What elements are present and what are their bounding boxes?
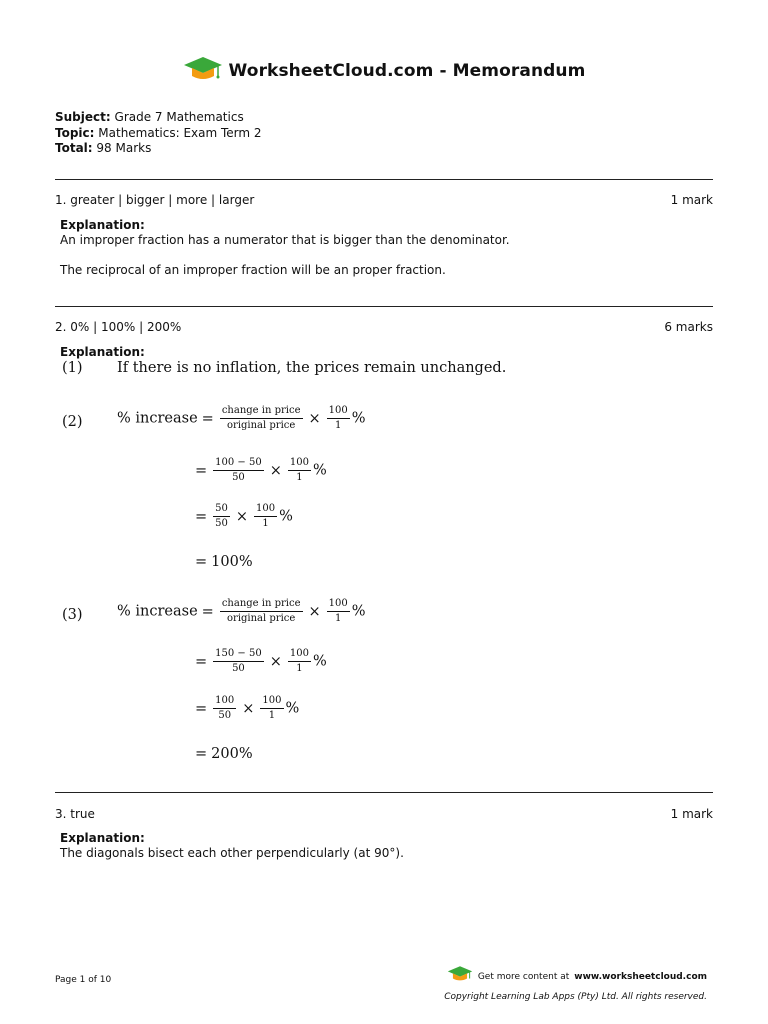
topic-label: Topic: — [55, 125, 95, 140]
subject-label: Subject: — [55, 110, 111, 124]
math-term: % — [351, 410, 366, 427]
answer-text: 1. greater | bigger | more | larger — [55, 193, 255, 207]
math-fraction: $\frac{100}{1}$ — [328, 598, 348, 624]
math-fraction: $\frac{100}{50}$ — [215, 695, 235, 721]
marks-text: 1 mark — [670, 807, 713, 821]
math-fraction: $\frac{100}{1}$ — [289, 457, 309, 483]
divider — [55, 179, 713, 180]
subject-value: Grade 7 Mathematics — [114, 110, 244, 124]
marks-text: 6 marks — [664, 320, 713, 334]
math-fraction: $\frac{100}{1}$ — [262, 695, 282, 721]
marks-text: 1 mark — [670, 193, 713, 207]
copyright-text: Copyright Learning Lab Apps (Pty) Ltd. All rights reserved. — [444, 992, 707, 1002]
math-part-2-label: (2) — [62, 414, 83, 430]
subject-line — [55, 110, 262, 126]
divider — [55, 306, 713, 307]
topic-value: Mathematics: Exam Term 2 — [98, 125, 262, 140]
answer-text: 3. true — [55, 807, 95, 821]
math-step: = $\frac{50}{50}$ × $\frac{100}{1}$ % — [195, 503, 293, 529]
page-header — [0, 55, 768, 87]
footer-site-link[interactable]: www.worksheetcloud.com — [574, 972, 707, 982]
math-result: = 200% — [195, 746, 253, 762]
math-result: = 100% — [195, 554, 253, 570]
total-value: 98 Marks — [96, 141, 152, 155]
graduation-cap-icon — [447, 965, 473, 989]
math-fraction: $\frac{100}{1}$ — [289, 648, 309, 674]
explanation-heading: Explanation: — [60, 831, 145, 845]
footer-get-more: Get more content at — [477, 972, 570, 982]
topic-line — [55, 126, 262, 142]
worksheet-meta — [55, 110, 262, 157]
page-title: WorksheetCloud.com - Memorandum — [228, 61, 586, 81]
answer-text: 2. 0% | 100% | 200% — [55, 320, 182, 334]
math-part-1-text: If there is no inflation, the prices remain unchanged. — [117, 360, 507, 376]
math-fraction: $\frac{150 - 50}{50}$ — [215, 648, 262, 674]
total-label: Total: — [55, 141, 93, 155]
question-2-answer-row — [55, 320, 713, 334]
explanation-text: An improper fraction has a numerator that is bigger than the denominator. — [60, 233, 510, 247]
math-fraction: $\frac{100}{1}$ — [328, 405, 348, 431]
math-step: = $\frac{100 - 50}{50}$ × $\frac{100}{1}$ % — [195, 457, 327, 483]
graduation-cap-icon — [183, 55, 223, 87]
explanation-heading: Explanation: — [60, 345, 145, 359]
divider — [55, 792, 713, 793]
math-fraction: $\frac{100 - 50}{50}$ — [215, 457, 262, 483]
page-number: Page 1 of 10 — [55, 975, 112, 985]
math-part-1-label: (1) — [62, 360, 83, 376]
explanation-heading: Explanation: — [60, 218, 145, 232]
explanation-text: The reciprocal of an improper fraction will be an proper fraction. — [60, 263, 446, 277]
question-3-answer-row — [55, 807, 713, 821]
math-step: = $\frac{100}{50}$ × $\frac{100}{1}$ % — [195, 695, 300, 721]
explanation-text: The diagonals bisect each other perpendicularly (at 90°). — [60, 846, 404, 860]
page-footer — [444, 965, 707, 1005]
math-part-3-label: (3) — [62, 607, 83, 623]
math-fraction: $\frac{50}{50}$ — [215, 503, 228, 529]
math-step: = $\frac{150 - 50}{50}$ × $\frac{100}{1}$ % — [195, 648, 327, 674]
math-op: = — [201, 410, 214, 427]
math-fraction: $\frac{\text{change in price}}{\text{original price}}$ — [221, 405, 301, 431]
total-line — [55, 141, 262, 157]
math-term: % increase — [117, 410, 198, 427]
math-fraction: $\frac{100}{1}$ — [256, 503, 276, 529]
math-formula — [117, 405, 366, 432]
math-formula: % increase = $\frac{\text{change in price}}{\text{original price}}$ × $\frac{100}{1}$ % — [117, 598, 366, 624]
math-fraction: $\frac{\text{change in price}}{\text{original price}}$ — [221, 598, 301, 624]
question-1-answer-row — [55, 193, 713, 207]
math-op: × — [308, 410, 321, 427]
